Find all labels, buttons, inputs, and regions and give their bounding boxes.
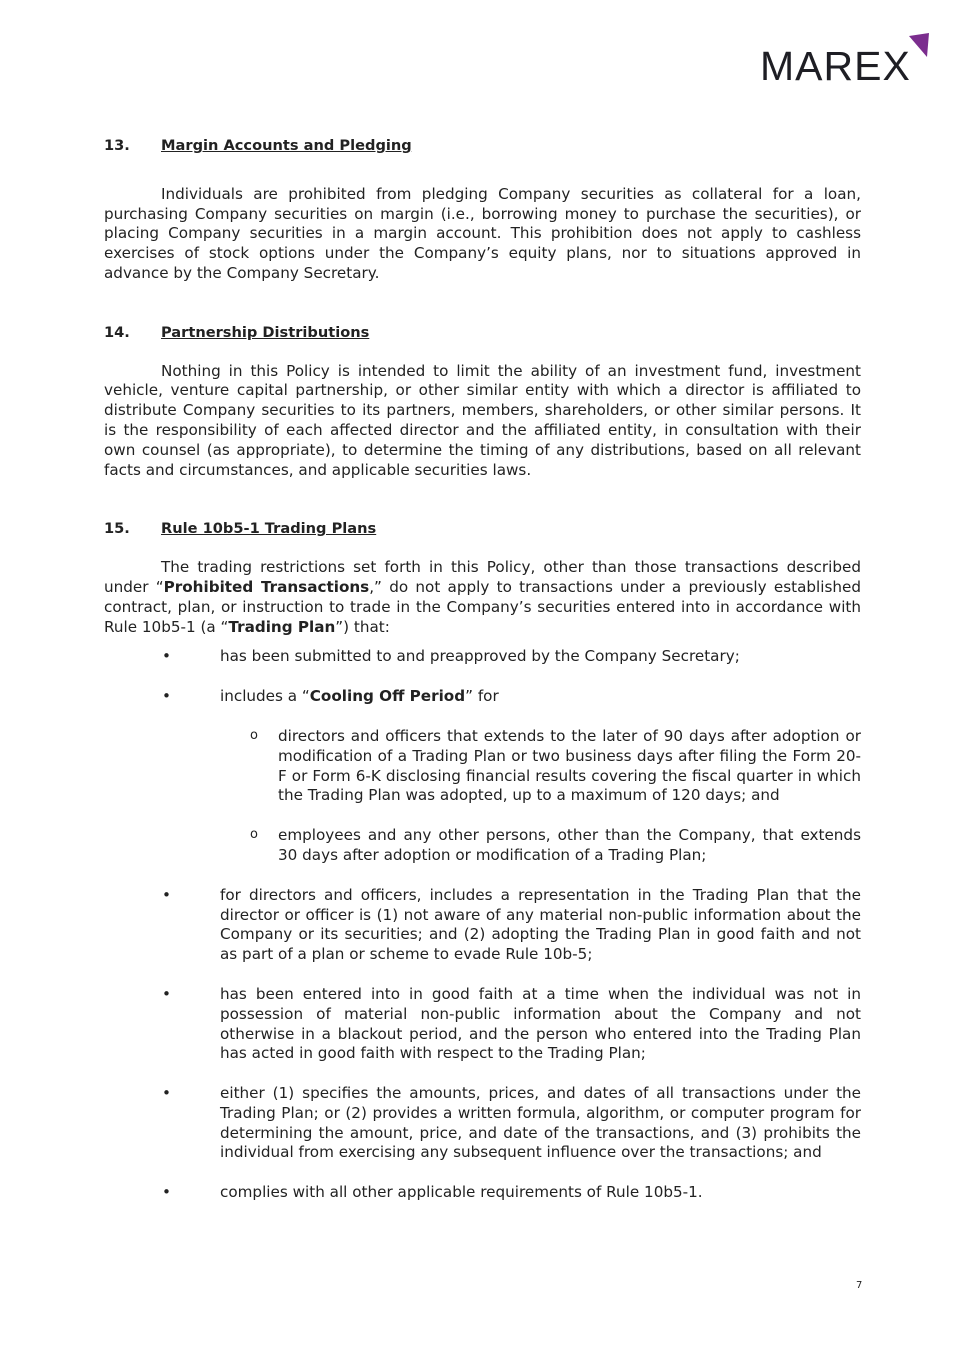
- page-number: 7: [856, 1280, 863, 1291]
- list-item: [104, 647, 861, 667]
- section-title: Rule 10b5-1 Trading Plans: [161, 520, 377, 538]
- section-number: 15.: [104, 520, 130, 538]
- bullet-icon: •: [162, 1183, 171, 1202]
- list-item-text: includes a “: [220, 687, 310, 706]
- sub-list-item-text: directors and officers that extends to the later of 90 days after adoption or modification of a Trading Plan or two business days after filing the Form 20-F or Form 6-K disclosing financial results covering the fiscal quarter in which the Trading Plan was adopted, up to a maximum of 120 days; and: [278, 726, 861, 805]
- intro-text: ,” do not apply to transactions under a previously established contract, plan, or instruction to trade in the Company’s securities entered into in accordance with Rule 10b5-1 (a “: [104, 577, 861, 636]
- marex-logo: [760, 32, 935, 88]
- trading-plan-conditions: [104, 647, 861, 1203]
- logo-wordmark: MAREX: [760, 43, 911, 89]
- bullet-icon: •: [162, 687, 171, 706]
- sub-bullet-icon: o: [250, 827, 258, 843]
- cooling-off-period-term: Cooling Off Period: [309, 687, 466, 706]
- list-item: [104, 985, 861, 1064]
- logo-arrow-icon: [906, 32, 932, 58]
- section-title: Partnership Distributions: [161, 323, 370, 341]
- list-item-text: ” for: [465, 687, 499, 706]
- cooling-off-sublist: [104, 727, 861, 866]
- document-body: [104, 136, 861, 1203]
- sub-list-item: [220, 826, 861, 866]
- section-13-heading: [104, 136, 861, 156]
- bullet-icon: •: [162, 885, 171, 904]
- bullet-icon: •: [162, 1084, 171, 1103]
- list-item-text: for directors and officers, includes a representation in the Trading Plan that the director or officer is (1) not aware of any material non-public information about the Company or its securities; and (2) adopting the Trading Plan in good faith and not as part of a plan or scheme to evade Rule 10b-5;: [220, 885, 861, 964]
- section-14-heading: [104, 323, 861, 343]
- list-item: [104, 886, 861, 965]
- list-item-text: has been entered into in good faith at a time when the individual was not in possession of material non-public information about the Company and not otherwise in a blackout period, and the person who entered into the Trading Plan has acted in good faith with respect to the Trading Plan;: [220, 984, 861, 1063]
- list-item-text: either (1) specifies the amounts, prices, and dates of all transactions under the Trading Plan; or (2) provides a written formula, algorithm, or computer program for determining the amount, price, and date of the transactions, and (3) prohibits the individual from exercising any subsequent influence over the transactions; and: [220, 1084, 861, 1162]
- prohibited-transactions-term: Prohibited Transactions: [163, 577, 370, 596]
- intro-text: The trading restrictions set forth in this Policy, other than those transactions described under “: [104, 558, 861, 596]
- intro-text: ”) that:: [335, 617, 390, 636]
- list-item: [104, 1084, 861, 1163]
- trading-plan-term: Trading Plan: [228, 617, 336, 636]
- sub-list-item: [220, 727, 861, 806]
- list-item-text: complies with all other applicable requirements of Rule 10b5-1.: [220, 1183, 703, 1202]
- section-14-paragraph: Nothing in this Policy is intended to limit the ability of an investment fund, investment vehicle, venture capital partnership, or other similar entity with which a director is affiliated to distribute Company securities to its partners, members, shareholders, or other similar persons. It is the responsibility of each affected director and the affiliated entity, in consultation with their own counsel (as appropriate), to determine the timing of any distributions, based on all relevant facts and circumstances, and applicable securities laws.: [104, 361, 861, 479]
- section-15-heading: [104, 519, 861, 539]
- list-item-text: has been submitted to and preapproved by the Company Secretary;: [220, 647, 740, 666]
- sub-bullet-icon: o: [250, 727, 258, 743]
- list-item: [104, 687, 861, 866]
- section-title: Margin Accounts and Pledging: [161, 137, 412, 154]
- section-number: 14.: [104, 323, 130, 341]
- section-15-intro: [104, 558, 861, 637]
- list-item: [104, 1183, 861, 1203]
- bullet-icon: •: [162, 984, 171, 1003]
- section-number: 13.: [104, 137, 130, 154]
- bullet-icon: •: [162, 647, 171, 666]
- sub-list-item-text: employees and any other persons, other than the Company, that extends 30 days after adoption or modification of a Trading Plan;: [278, 826, 861, 864]
- section-13-paragraph: Individuals are prohibited from pledging Company securities as collateral for a loan, purchasing Company securities on margin (i.e., borrowing money to purchase the securities), or placing Company securities in a margin account. This prohibition does not apply to cashless exercises of stock options under the Company’s equity plans, nor to situations approved in advance by the Company Secretary.: [104, 184, 861, 282]
